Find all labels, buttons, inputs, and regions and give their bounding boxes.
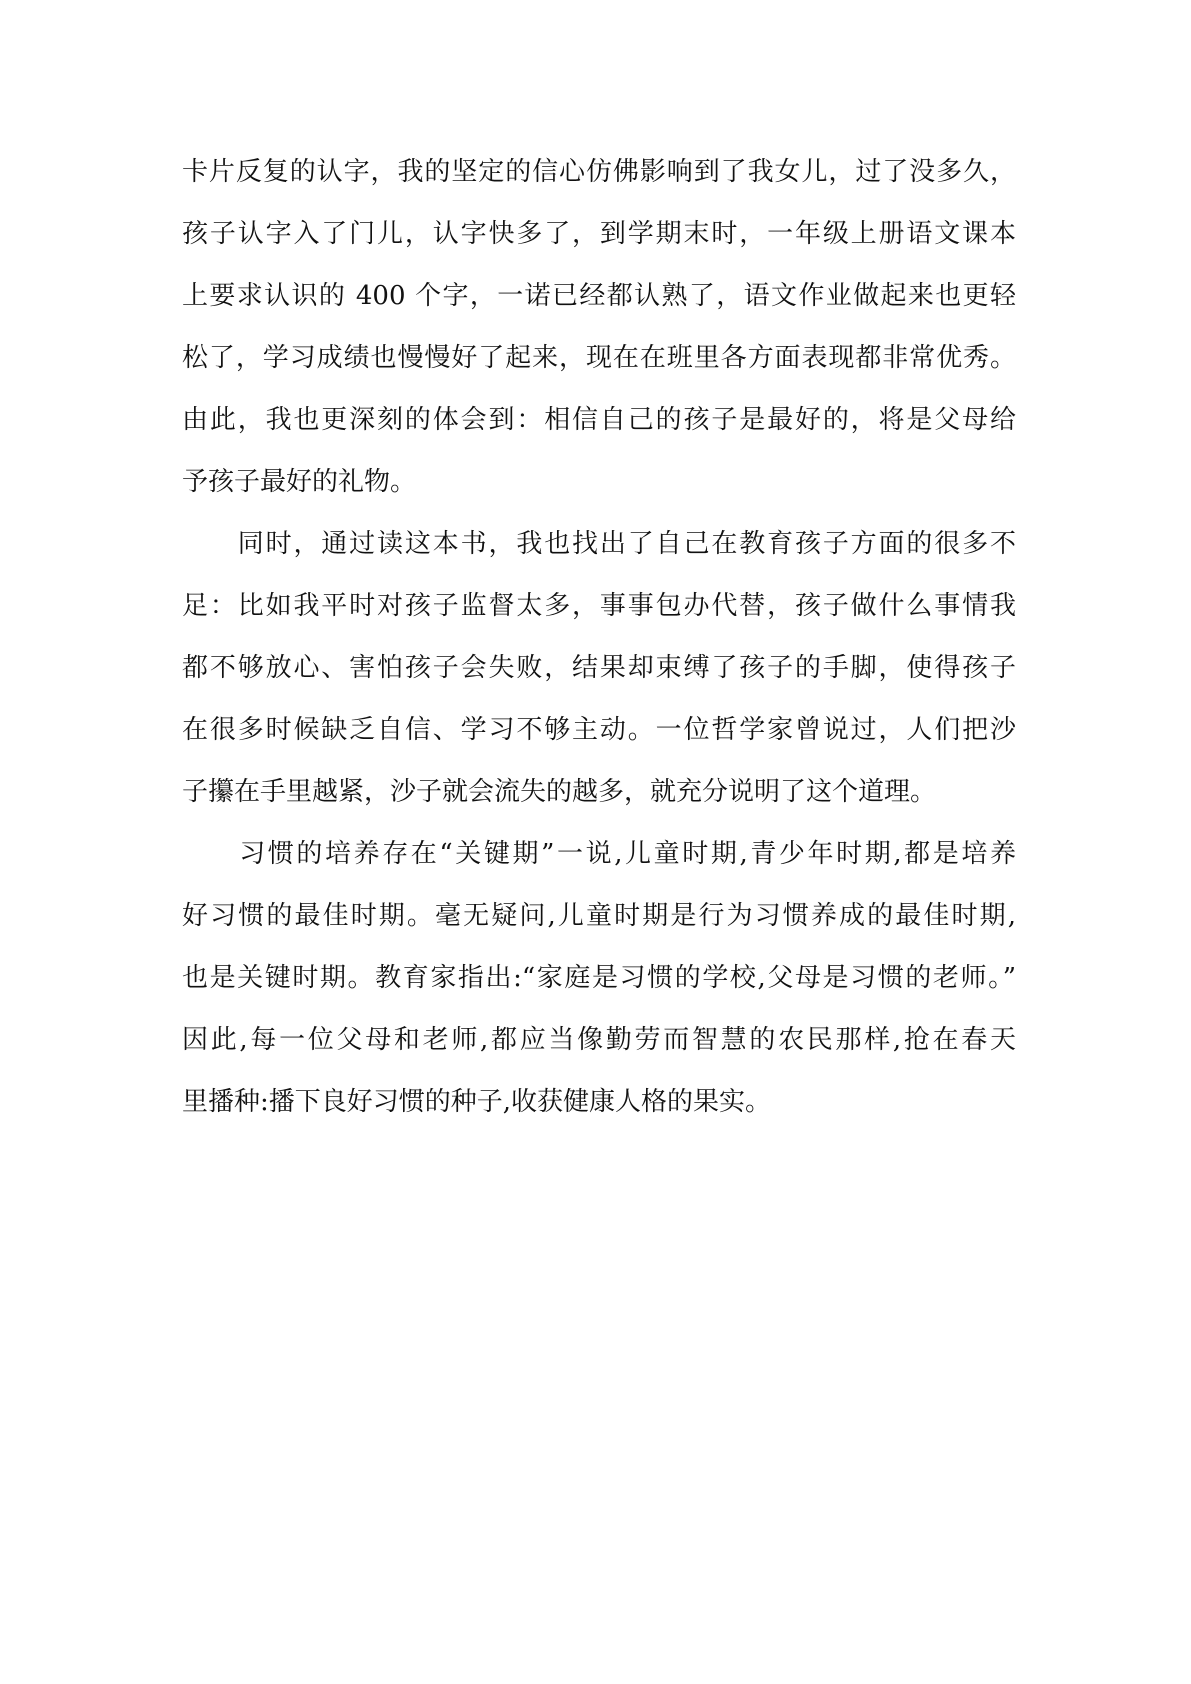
text-line: 上要求认识的 400 个字，一诺已经都认熟了，语文作业做起来也更轻 xyxy=(182,281,1016,311)
text-line: 因此,每一位父母和老师,都应当像勤劳而智慧的农民那样,抢在春天 xyxy=(182,1025,1016,1055)
text-line: 松了，学习成绩也慢慢好了起来，现在在班里各方面表现都非常优秀。 xyxy=(182,343,1016,373)
text-line: 习惯的培养存在“关键期”一说,儿童时期,青少年时期,都是培养 xyxy=(182,839,1016,869)
text-line: 足：比如我平时对孩子监督太多，事事包办代替，孩子做什么事情我 xyxy=(182,591,1016,621)
text-line: 在很多时候缺乏自信、学习不够主动。一位哲学家曾说过，人们把沙 xyxy=(182,715,1016,745)
body-text xyxy=(182,141,1016,1133)
paragraph-3 xyxy=(182,823,1016,1133)
text-line: 孩子认字入了门儿，认字快多了，到学期末时，一年级上册语文课本 xyxy=(182,219,1016,249)
paragraph-1 xyxy=(182,141,1016,513)
text-line: 予孩子最好的礼物。 xyxy=(182,467,417,497)
text-line: 里播种:播下良好习惯的种子,收获健康人格的果实。 xyxy=(182,1087,772,1117)
text-line: 子攥在手里越紧，沙子就会流失的越多，就充分说明了这个道理。 xyxy=(182,777,937,807)
text-line: 好习惯的最佳时期。毫无疑问,儿童时期是行为习惯养成的最佳时期, xyxy=(182,901,1016,931)
paragraph-2 xyxy=(182,513,1016,823)
text-line: 同时，通过读这本书，我也找出了自己在教育孩子方面的很多不 xyxy=(182,529,1016,559)
text-line: 由此，我也更深刻的体会到：相信自己的孩子是最好的，将是父母给 xyxy=(182,405,1016,435)
text-line: 也是关键时期。教育家指出:“家庭是习惯的学校,父母是习惯的老师。” xyxy=(182,963,1016,993)
text-line: 都不够放心、害怕孩子会失败，结果却束缚了孩子的手脚，使得孩子 xyxy=(182,653,1016,683)
text-line: 卡片反复的认字，我的坚定的信心仿佛影响到了我女儿，过了没多久， xyxy=(182,157,1016,187)
